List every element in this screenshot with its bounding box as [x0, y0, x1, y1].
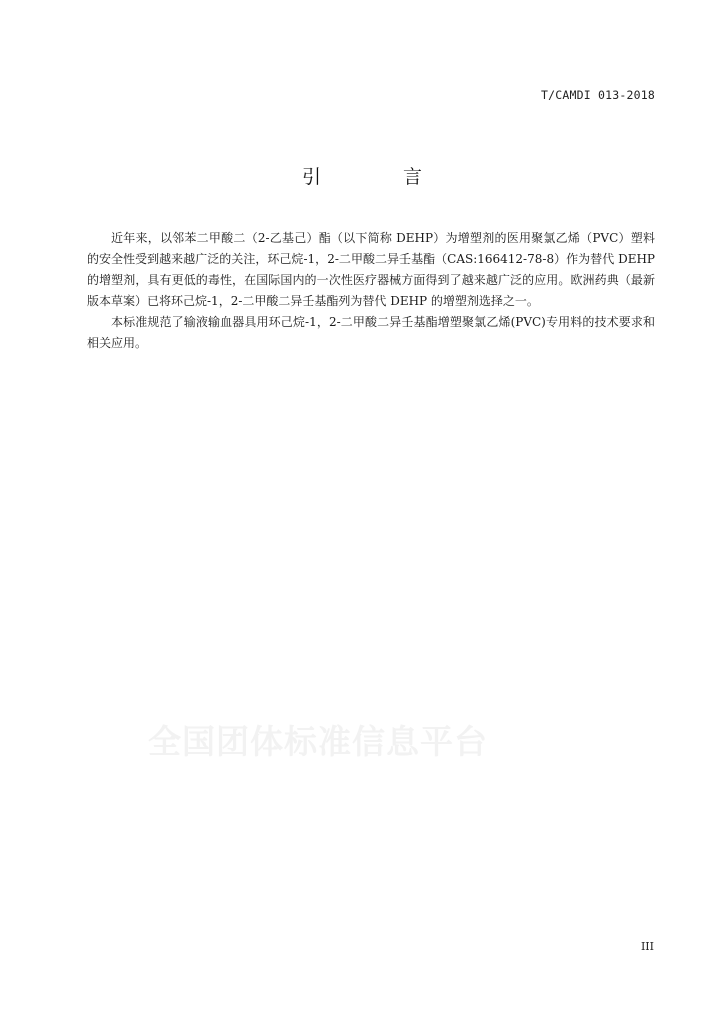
- page-number: III: [640, 940, 654, 953]
- document-code: T/CAMDI 013-2018: [541, 88, 655, 102]
- watermark: 全国团体标准信息平台: [148, 722, 488, 761]
- section-title: 引 言: [301, 166, 461, 188]
- paragraph-1: 近年来，以邻苯二甲酸二（2-乙基己）酯（以下简称 DEHP）为增塑剂的医用聚氯乙烯（PVC）塑料的安全性受到越来越广泛的关注，环己烷-1，2-二甲酸二异壬基酯（CAS:166412-78-8）作为替代 DEHP 的增塑剂，具有更低的毒性，在国际国内的一次性医疗器械方面得到了越来越广泛的应用。欧洲药典（最新版本草案）已将环己烷-1，2-二甲酸二异壬基酯列为替代 DEHP 的增塑剂选择之一。: [87, 231, 655, 308]
- paragraph-2: 本标准规范了输液输血器具用环己烷-1，2-二甲酸二异壬基酯增塑聚氯乙烯(PVC)专用料的技术要求和相关应用。: [87, 315, 655, 350]
- introduction-body: [87, 228, 655, 354]
